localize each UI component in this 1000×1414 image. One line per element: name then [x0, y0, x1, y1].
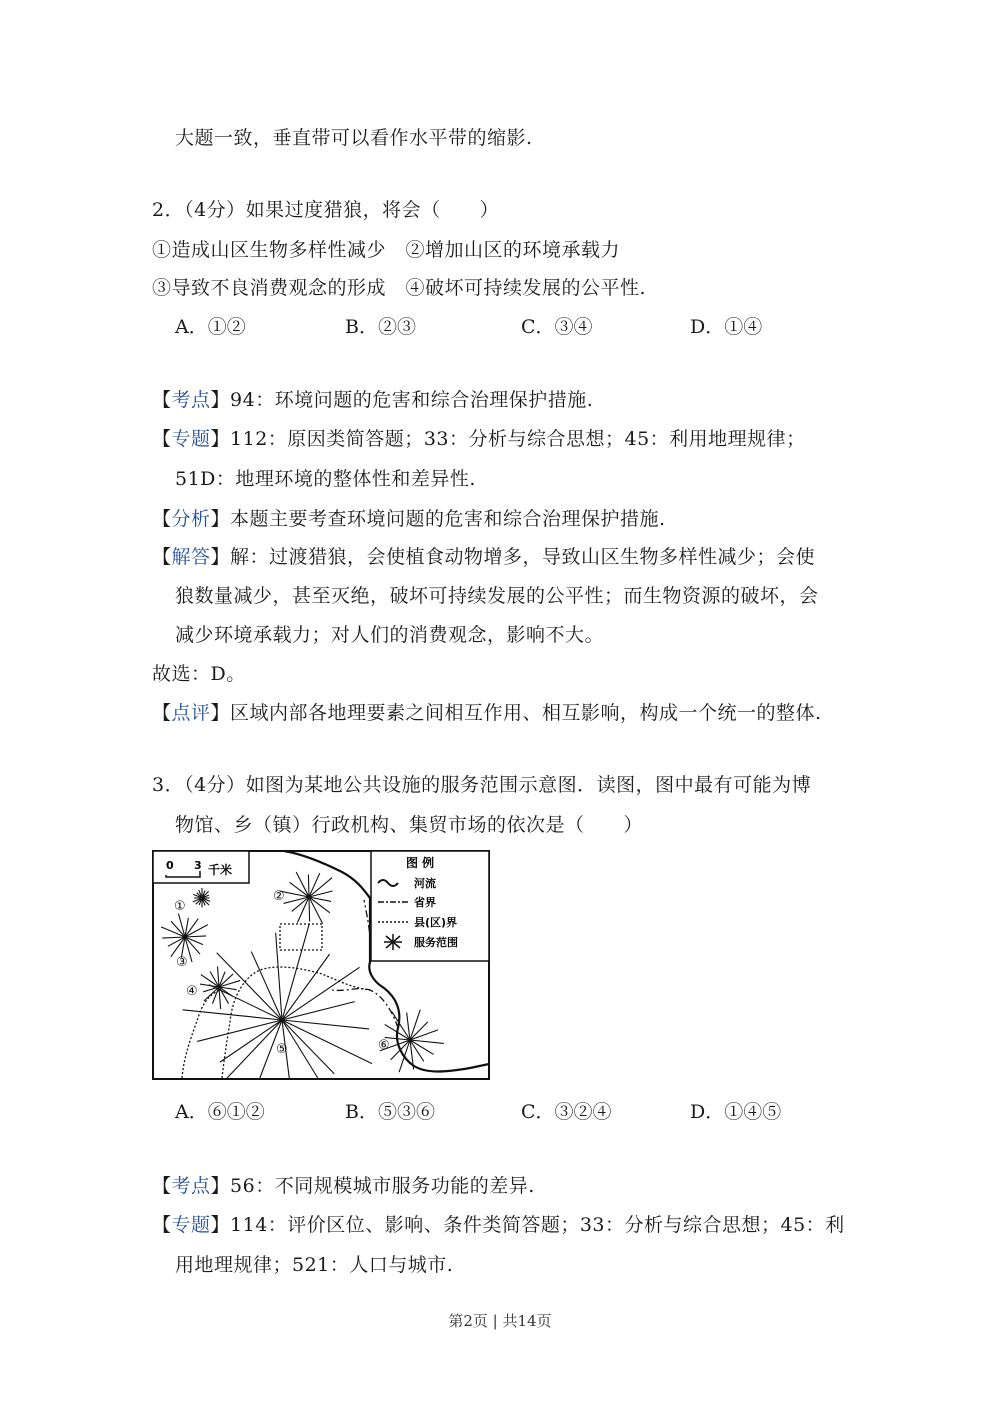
q2-jieda-cont-2: 减少环境承载力；对人们的消费观念，影响不大。: [175, 624, 605, 646]
map-label-1: ①: [174, 899, 186, 914]
q2-dianping-text: 区域内部各地理要素之间相互作用、相互影响，构成一个统一的整体.: [230, 702, 822, 724]
q3-kaodian-text: 56：不同规模城市服务功能的差异.: [230, 1175, 535, 1197]
legend-service: 服务范围: [414, 936, 458, 949]
q2-option-d: D．①④: [690, 316, 763, 338]
q2-option-c: C．③④: [521, 316, 593, 338]
tag-fenxi: 分析: [171, 508, 211, 530]
scale-zero: 0: [166, 859, 174, 872]
legend-title: 图 例: [406, 856, 435, 870]
q3-option-b: B．⑤③⑥: [345, 1101, 435, 1123]
q2-dianping: 【点评】区域内部各地理要素之间相互作用、相互影响，构成一个统一的整体.: [152, 702, 822, 724]
map-label-2: ②: [273, 889, 285, 904]
tag-zhuanti-q3: 专题: [171, 1214, 211, 1236]
q2-kaodian: 【考点】94：环境问题的危害和综合治理保护措施.: [152, 389, 594, 411]
tag-kaodian: 考点: [171, 389, 211, 411]
q3-zhuanti-text: 114：评价区位、影响、条件类简答题；33：分析与综合思想；45：利: [230, 1214, 845, 1236]
question-2-statement-2: ③导致不良消费观念的形成 ④破坏可持续发展的公平性.: [152, 277, 647, 299]
map-label-5: ⑤: [276, 1042, 288, 1057]
q2-zhuanti: 【专题】112：原因类简答题；33：分析与综合思想；45：利用地理规律；: [152, 428, 806, 450]
service-range-map: [152, 850, 490, 1080]
tag-kaodian-q3: 考点: [171, 1175, 211, 1197]
legend-service-symbol: [384, 934, 402, 950]
q3-option-a: A．⑥①②: [175, 1101, 265, 1123]
tag-jieda: 解答: [171, 546, 211, 568]
question-2-stem: 2．（4分）如果过度猎狼，将会（ ）: [152, 199, 500, 221]
tag-zhuanti: 专题: [171, 428, 211, 450]
q2-kaodian-text: 94：环境问题的危害和综合治理保护措施.: [230, 389, 594, 411]
question-3-stem: 3．（4分）如图为某地公共设施的服务范围示意图．读图，图中最有可能为博: [152, 774, 812, 796]
tag-dianping: 点评: [171, 702, 211, 724]
q2-jieda: 【解答】解：过渡猎狼，会使植食动物增多，导致山区生物多样性减少；会使: [152, 546, 816, 568]
q2-answer: 故选：D。: [152, 663, 246, 685]
q2-zhuanti-text: 112：原因类简答题；33：分析与综合思想；45：利用地理规律；: [230, 428, 806, 450]
text-line: 大题一致，垂直带可以看作水平带的缩影.: [175, 127, 533, 149]
page-footer: 第2页 | 共14页: [448, 1312, 552, 1330]
service-range-ray: [308, 875, 309, 897]
q2-jieda-cont-1: 狼数量减少，甚至灭绝，破坏可持续发展的公平性；而生物资源的破坏，会: [175, 585, 819, 607]
scale-unit: 千米: [208, 863, 233, 877]
q2-jieda-text: 解：过渡猎狼，会使植食动物增多，导致山区生物多样性减少；会使: [230, 546, 816, 568]
q2-fenxi-text: 本题主要考查环境问题的危害和综合治理保护措施.: [230, 508, 666, 530]
q2-fenxi: 【分析】本题主要考查环境问题的危害和综合治理保护措施.: [152, 508, 666, 530]
q3-zhuanti: 【专题】114：评价区位、影响、条件类简答题；33：分析与综合思想；45：利: [152, 1214, 845, 1236]
q2-zhuanti-cont: 51D：地理环境的整体性和差异性.: [175, 468, 476, 490]
legend-county: 县(区)界: [414, 916, 458, 929]
legend-province: 省界: [414, 896, 436, 909]
map-label-6: ⑥: [378, 1038, 390, 1053]
question-3-stem-cont: 物馆、乡（镇）行政机构、集贸市场的依次是（ ）: [175, 814, 644, 836]
service-range-ray: [309, 897, 310, 921]
q3-kaodian: 【考点】56：不同规模城市服务功能的差异.: [152, 1175, 535, 1197]
legend-river: 河流: [414, 877, 436, 890]
q3-option-d: D．①④⑤: [690, 1101, 782, 1123]
q2-option-a: A．①②: [175, 316, 246, 338]
map-label-4: ④: [186, 984, 198, 999]
q2-option-b: B．②③: [345, 316, 416, 338]
scale-three: 3: [194, 859, 202, 872]
q3-zhuanti-cont: 用地理规律；521：人口与城市.: [175, 1254, 454, 1276]
q3-option-c: C．③②④: [521, 1101, 612, 1123]
map-label-3: ③: [176, 955, 188, 970]
question-2-statement-1: ①造成山区生物多样性减少 ②增加山区的环境承载力: [152, 239, 621, 261]
